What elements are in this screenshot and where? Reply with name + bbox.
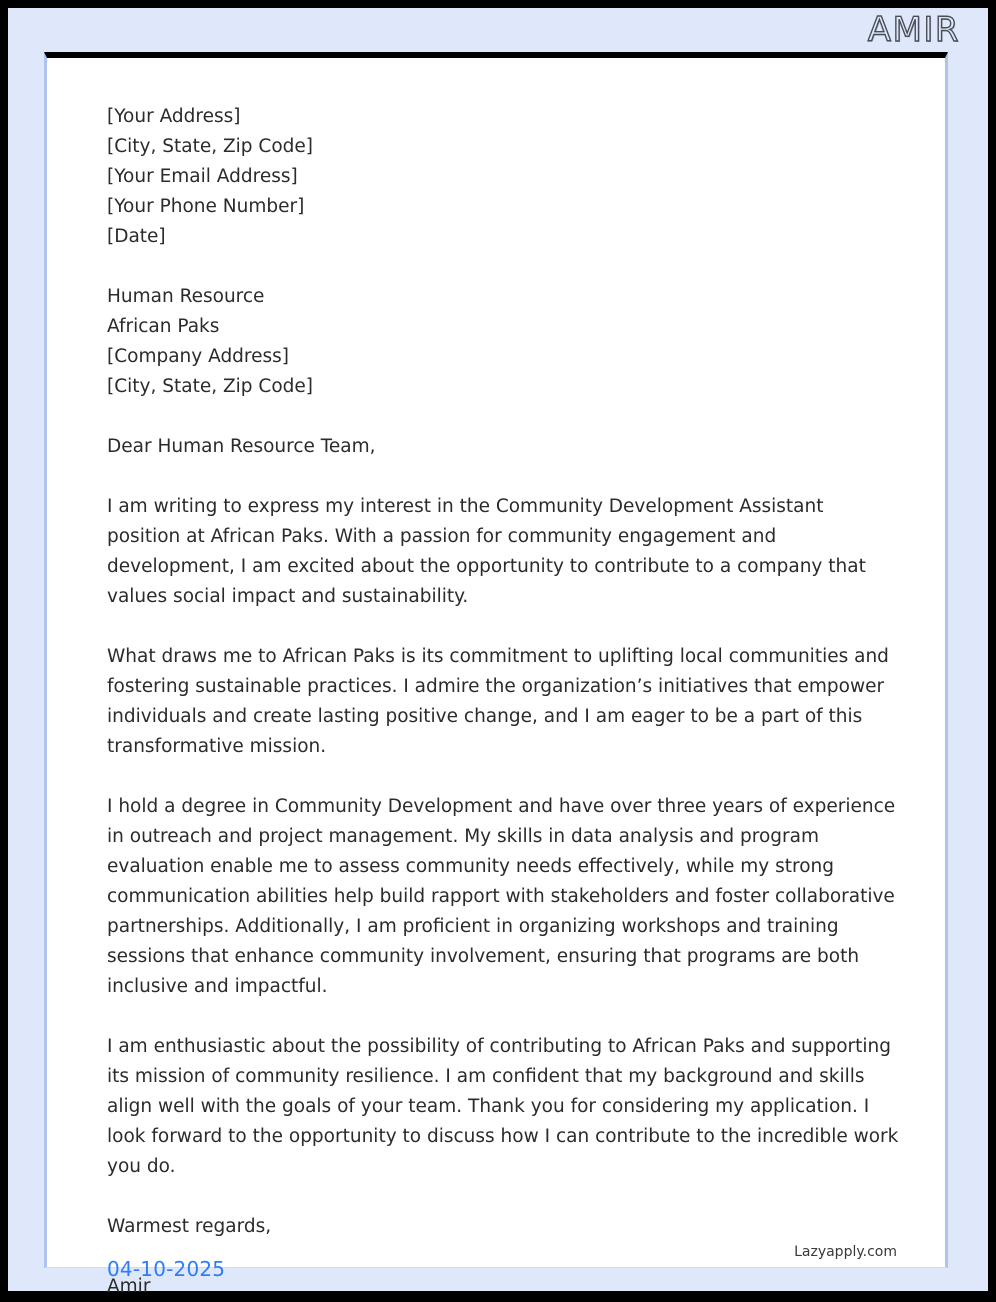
spacer [107, 1182, 899, 1212]
spacer [107, 1002, 899, 1032]
letterhead [8, 8, 988, 52]
page-background [8, 8, 988, 1297]
body-paragraph: I hold a degree in Community Development and have over three years of experience in outreach and project management. My skills in data analysis and program evaluation enable me to assess community needs effectively, while my strong communication abilities help build rapport with stakeholders and foster collaborative partnerships. Additionally, I am proficient in organizing workshops and training sessions that enhance community involvement, ensuring that programs are both inclusive and impactful. [107, 796, 902, 997]
sender-address-block [107, 102, 899, 252]
body-paragraph: What draws me to African Paks is its commitment to uplifting local communities and fostering sustainable practices. I admire the organization’s initiatives that empower individuals and create lasting positive change, and I am eager to be a part of this transformative mission. [107, 646, 895, 757]
recipient-line: [Company Address] [107, 346, 290, 367]
body-paragraph: I am enthusiastic about the possibility of contributing to African Paks and supporting its mission of community resilience. I am confident that my background and skills align well with the goals of your team. Thank you for considering my application. I look forward to the opportunity to discuss how I can contribute to the incredible work you do. [107, 1036, 905, 1177]
closing-line: Warmest regards, [107, 1216, 272, 1237]
recipient-address-block [107, 282, 899, 402]
recipient-line: African Paks [107, 316, 220, 337]
spacer [107, 1242, 899, 1272]
sender-address-line: [Your Address] [107, 106, 241, 127]
sender-address-line: [Your Phone Number] [107, 196, 305, 217]
spacer [107, 402, 899, 432]
recipient-line: Human Resource [107, 286, 265, 307]
applicant-name-heading: AMIR [867, 10, 960, 50]
spacer [107, 612, 899, 642]
sender-address-line: [City, State, Zip Code] [107, 136, 313, 157]
lazyapply-watermark: Lazyapply.com [794, 1244, 897, 1260]
salutation: Dear Human Resource Team, [107, 436, 376, 457]
body-paragraph: I am writing to express my interest in the Community Development Assistant position at African Paks. With a passion for community engagement and development, I am excited about the opportunity to contribute to a company that values social impact and sustainability. [107, 496, 872, 607]
recipient-line: [City, State, Zip Code] [107, 376, 313, 397]
sender-address-line: [Your Email Address] [107, 166, 298, 187]
sender-address-line: [Date] [107, 226, 166, 247]
letter-content [47, 58, 945, 1302]
spacer [107, 762, 899, 792]
spacer [107, 252, 899, 282]
signature-name: Amir [107, 1276, 151, 1297]
generated-date: 04-10-2025 [107, 1257, 226, 1281]
spacer [107, 462, 899, 492]
